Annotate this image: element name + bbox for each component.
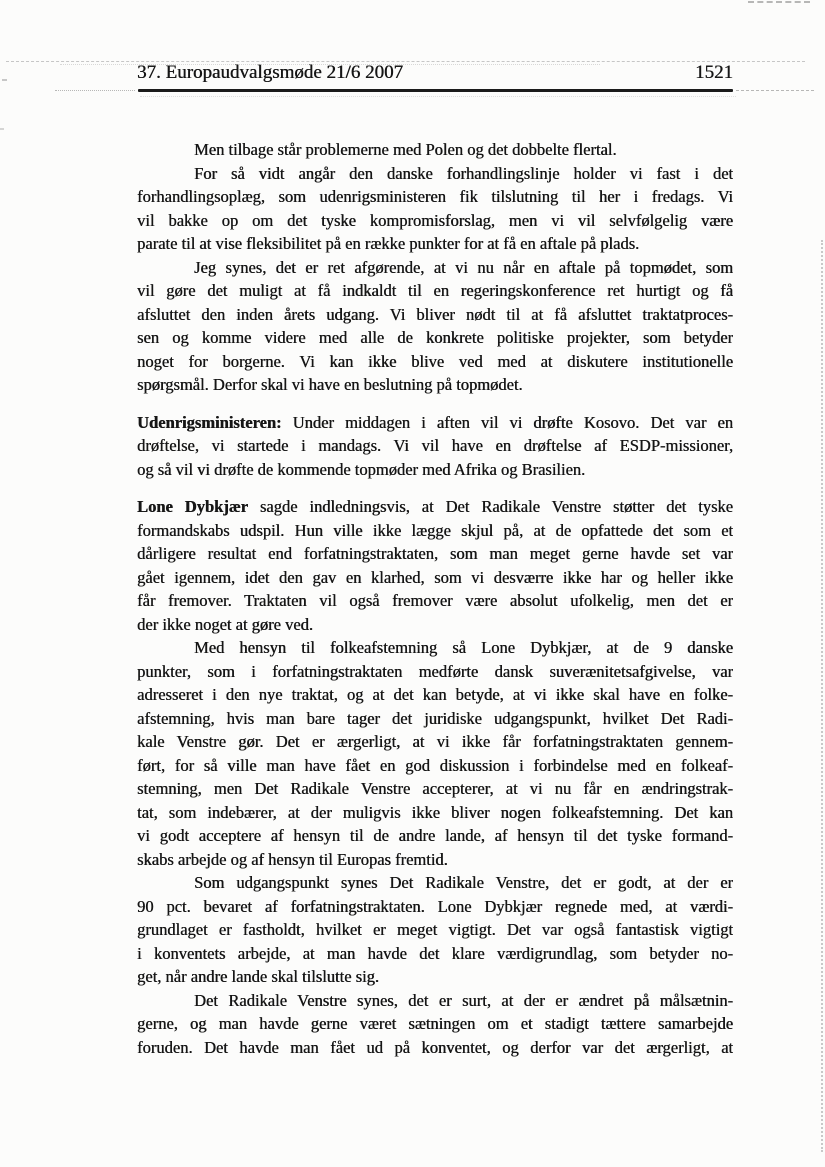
text-line: adresseret i den nye traktat, og at det kan betyde, at vi ikke skal have en folke- — [137, 685, 733, 704]
text-line: vil gøre det muligt at få indkaldt til en regeringskonference ret hurtigt og få — [137, 281, 733, 300]
text-line: skabs arbejde og af hensyn til Europas fremtid. — [137, 849, 448, 869]
text-line: Men tilbage står problemerne med Polen og det dobbelte flertal. — [194, 140, 617, 159]
text-line: ført, for så ville man have fået en god diskussion i forbindelse med en folkeaf- — [137, 755, 733, 775]
text-line: dårligere resultat end forfatningstraktaten, som man meget gerne havde set var — [137, 544, 733, 563]
header-rule — [138, 89, 733, 92]
text-line: drøftelse, vi startede i mandags. Vi vil have en drøftelse af ESDP-missioner, — [137, 436, 733, 455]
text-line: formandskabs udspil. Hun ville ikke lægge skjul på, at de opfattede det som et — [137, 520, 733, 540]
paragraph — [137, 162, 733, 256]
text-line: vil bakke op om det tyske kompromisforslag, men vi vil selvfølgelig være — [137, 210, 733, 230]
text-line: spørgsmål. Derfor skal vi have en beslutning på topmødet. — [137, 375, 523, 394]
text-line: Som udgangspunkt synes Det Radikale Venstre, det er godt, at der er — [194, 873, 733, 892]
speaker-paragraph — [137, 411, 733, 482]
text-line: der ikke noget at gøre ved. — [137, 614, 313, 634]
text-line: punkter, som i forfatningstraktaten medførte dansk suverænitetsafgivelse, var — [137, 661, 733, 681]
scan-artifact-vertical-dotted-line — [821, 240, 823, 1152]
text-line: sen og komme videre med alle de konkrete politiske projekter, som betyder — [137, 328, 733, 347]
paragraph — [137, 636, 733, 871]
document-body — [137, 138, 733, 1059]
paragraph — [137, 138, 733, 162]
text-line: og så vil vi drøfte de kommende topmøder med Afrika og Brasilien. — [137, 459, 586, 479]
header-title: 37. Europaudvalgsmøde 21/6 2007 — [137, 62, 403, 83]
text-line: Lone Dybkjær sagde indledningsvis, at Det Radikale Venstre støtter det tyske — [137, 497, 733, 516]
scan-artifact-dotted-segment — [140, 96, 736, 97]
scan-artifact-corner-dots — [748, 1, 810, 3]
speaker-name: Udenrigsministeren: — [137, 412, 282, 432]
scan-artifact-dotted-segment — [55, 90, 135, 91]
page-header — [137, 62, 733, 84]
paragraph — [137, 256, 733, 397]
scan-artifact-speck — [2, 79, 7, 81]
text-line: gået igennem, idet den gav en klarhed, som vi desværre ikke har og heller ikke — [137, 567, 733, 587]
text-line: Det Radikale Venstre synes, det er surt, at der er ændret på målsætnin- — [194, 990, 733, 1010]
text-line: afstemning, hvis man bare tager det juridiske udgangspunkt, hvilket Det Radi- — [137, 708, 733, 728]
text-line: Udenrigsministeren: Under middagen i aften vil vi drøfte Kosovo. Det var en — [137, 412, 733, 432]
text-line: forhandlingsoplæg, som udenrigsministeren fik tilslutning til her i fredags. Vi — [137, 187, 733, 206]
scan-artifact-dotted-segment — [736, 90, 814, 91]
text-line: grundlaget er fastholdt, hvilket er meget vigtigt. Det var også fantastisk vigtigt — [137, 920, 733, 939]
text-line: i konventets arbejde, at man havde det klare værdigrundlag, som betyder no- — [137, 943, 733, 963]
text-line: noget for borgerne. Vi kan ikke blive ved med at diskutere institutionelle — [137, 351, 733, 371]
text-line: afsluttet den inden årets udgang. Vi bliver nødt til at få afsluttet traktatproces- — [137, 304, 733, 324]
text-line: kale Venstre gør. Det er ærgerligt, at vi ikke får forfatningstraktaten gennem- — [137, 732, 733, 751]
text-line: gerne, og man havde gerne været sætningen om et stadigt tættere samarbejde — [137, 1014, 733, 1033]
text-line: parate til at vise fleksibilitet på en række punkter for at få en aftale på plads. — [137, 234, 640, 253]
scan-artifact-speck — [0, 128, 4, 130]
speaker-paragraph — [137, 495, 733, 636]
text-line: Jeg synes, det er ret afgørende, at vi nu når en aftale på topmødet, som — [194, 257, 733, 277]
text-line: stemning, men Det Radikale Venstre accepterer, at vi nu får en ændringstrak- — [137, 779, 733, 798]
text-line: får fremover. Traktaten vil også fremover være absolut ufolkelig, men det er — [137, 591, 733, 610]
text-line: 90 pct. bevaret af forfatningstraktaten. Lone Dybkjær regnede med, at værdi- — [137, 896, 733, 916]
text-line: foruden. Det havde man fået ud på konventet, og derfor var det ærgerligt, at — [137, 1037, 733, 1057]
paragraph — [137, 871, 733, 989]
header-page-number: 1521 — [695, 62, 733, 83]
text-line: get, når andre lande skal tilslutte sig. — [137, 967, 379, 986]
paragraph — [137, 989, 733, 1060]
text-line: For så vidt angår den danske forhandlingslinje holder vi fast i det — [194, 163, 733, 183]
speaker-name: Lone Dybkjær — [137, 497, 248, 516]
text-line: Med hensyn til folkeafstemning så Lone Dybkjær, at de 9 danske — [194, 638, 733, 657]
text-line: tat, som indebærer, at der muligvis ikke bliver nogen folkeafstemning. Det kan — [137, 802, 733, 822]
text-line: vi godt acceptere af hensyn til de andre lande, af hensyn til det tyske formand- — [137, 826, 733, 845]
